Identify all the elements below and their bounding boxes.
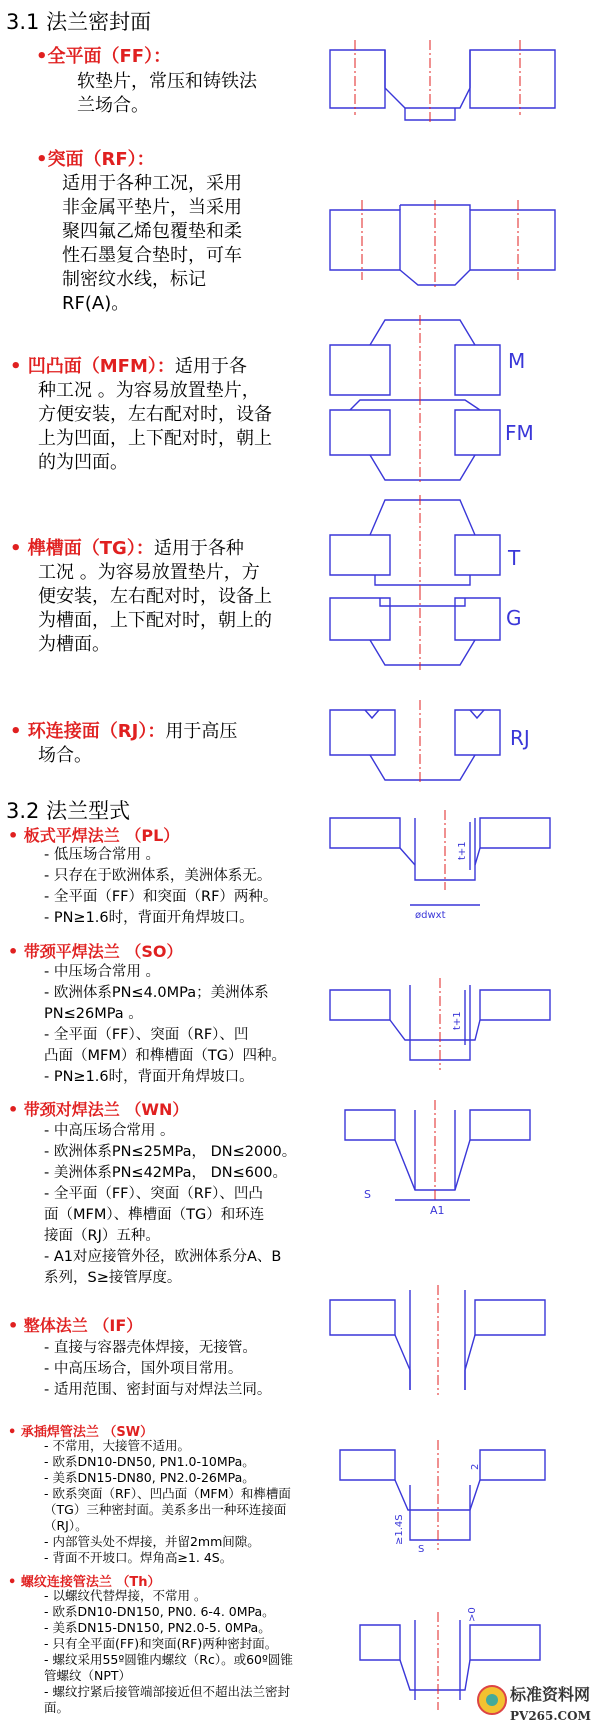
so-dim-t: t+1 [452, 1011, 463, 1030]
rj-flange-drawing [330, 700, 530, 785]
list-item: - 欧系突面（RF）、凹凸面（MFM）和榫槽面 [44, 1486, 291, 1501]
text-line: 种工况 。为容易放置垫片， [38, 380, 260, 401]
text-line: 制密纹水线，标记 [62, 269, 206, 290]
list-item: - 中高压场合，国外项目常用。 [44, 1361, 243, 1377]
list-item: （TG）三种密封面。美系多出一种环连接面 [44, 1502, 287, 1517]
list-item: - 美系DN15-DN80, PN2.0-26MPa。 [44, 1470, 255, 1485]
text-line: 的为凹面。 [38, 452, 128, 473]
list-item: 凸面（MFM）和榫槽面（TG）四种。 [44, 1048, 286, 1064]
pl-title: • 板式平焊法兰 （PL） [8, 826, 180, 845]
list-item: - 欧洲体系PN≤25MPa， DN≤2000。 [44, 1144, 297, 1160]
sw-title: • 承插焊管法兰 （SW） [8, 1425, 154, 1440]
text-line: RF(A)。 [62, 293, 130, 314]
list-item: - 低压场合常用 。 [44, 847, 160, 863]
section-title-3-1: 3.1 法兰密封面 [6, 10, 152, 34]
text-line: 非金属平垫片，当采用 [62, 197, 242, 218]
ff-flange-drawing [330, 40, 555, 125]
text-line: 场合。 [38, 745, 92, 766]
sw-dim-145: ≥1.4S [394, 1514, 405, 1545]
text-line: 上为凹面，上下配对时，朝上 [38, 428, 272, 449]
list-item: - 欧洲体系PN≤4.0MPa；美洲体系 [44, 985, 269, 1001]
text-line: 为槽面。 [38, 634, 110, 655]
if-title: • 整体法兰 （IF） [8, 1316, 143, 1335]
text-line: 聚四氟乙烯包覆垫和柔 [62, 221, 242, 242]
sw-dim-2: 2 [470, 1463, 481, 1470]
tg-t-flange-drawing [330, 495, 521, 590]
list-item: - 只存在于欧洲体系，美洲体系无。 [44, 868, 272, 884]
list-item: - 以螺纹代替焊接，不常用 。 [44, 1588, 207, 1603]
text-line: 为槽面，上下配对时，朝上的 [38, 610, 272, 631]
list-item: - PN≥1.6时，背面开角焊坡口。 [44, 1069, 254, 1085]
list-item: - 只有全平面(FF)和突面(RF)两种密封面。 [44, 1636, 278, 1651]
pl-dim-d: ødwxt [415, 910, 446, 921]
text-line: 适用于各种 [153, 538, 244, 559]
list-item: PN≤26MPa 。 [44, 1006, 143, 1022]
text-line: 兰场合。 [77, 95, 149, 116]
rj-label: RJ [510, 726, 530, 750]
text-line: 便安装，左右配对时，设备上 [38, 586, 272, 607]
tg-title: • 榫槽面（TG）： [10, 538, 154, 559]
th-dim-0: >0 [467, 1607, 478, 1622]
mfm-m-flange-drawing [330, 315, 525, 400]
text-line: 适用于各 [174, 356, 247, 377]
list-item: - 不常用，大接管不适用。 [44, 1438, 190, 1453]
watermark-text: 标准资料网 [510, 1685, 591, 1704]
list-item: - A1对应接管外径，欧洲体系分A、B [44, 1249, 282, 1265]
sw-dim-s: S [418, 1544, 425, 1555]
list-item: - 全平面（FF）和突面（RF）两种。 [44, 889, 278, 905]
so-title: • 带颈平焊法兰 （SO） [8, 942, 183, 961]
list-item: 管螺纹（NPT） [44, 1668, 132, 1683]
list-item: （RJ）。 [44, 1518, 88, 1533]
list-item: 系列，S≥接管厚度。 [44, 1270, 182, 1286]
if-flange-drawing [330, 1285, 545, 1395]
wn-dim-s: S [364, 1188, 371, 1201]
list-item: 面（MFM）、榫槽面（TG）和环连 [44, 1207, 265, 1223]
watermark-logo-center-icon [486, 1694, 498, 1706]
pl-flange-drawing [330, 810, 550, 921]
text-line: 性石墨复合垫时，可车 [62, 245, 242, 266]
list-item: - 中高压场合常用 。 [44, 1123, 175, 1139]
text-line: 方便安装，左右配对时，设备 [38, 404, 272, 425]
list-item: - 适用范围、密封面与对焊法兰同。 [44, 1382, 272, 1398]
mfm-label-fm: FM [505, 421, 534, 445]
tg-label-t: T [508, 546, 521, 570]
rf-title: •突面（RF）： [36, 149, 155, 170]
list-item: - 螺纹拧紧后接管端部接近但不超出法兰密封 [44, 1684, 290, 1699]
th-title: • 螺纹连接管法兰 （Th） [8, 1575, 161, 1590]
wn-dim-a1: A1 [430, 1204, 445, 1217]
text-line: 工况 。为容易放置垫片，方 [38, 562, 260, 583]
text-line: 软垫片，常压和铸铁法 [77, 71, 257, 92]
so-flange-drawing [330, 978, 550, 1070]
watermark [478, 1685, 591, 1723]
rj-title: • 环连接面（RJ）： [10, 721, 166, 742]
pl-dim-t: t+1 [457, 841, 468, 860]
mfm-fm-flange-drawing [330, 395, 534, 485]
text-line: 适用于各种工况，采用 [62, 173, 242, 194]
rf-flange-drawing [330, 200, 555, 290]
list-item: - 美系DN15-DN150, PN2.0-5. 0MPa。 [44, 1620, 271, 1635]
list-item: - 全平面（FF）、突面（RF）、凹凸 [44, 1186, 263, 1202]
section-title-3-2: 3.2 法兰型式 [6, 799, 131, 823]
ff-title: •全平面（FF）： [36, 46, 172, 67]
list-item: - PN≥1.6时，背面开角焊坡口。 [44, 910, 254, 926]
list-item: 接面（RJ）五种。 [44, 1228, 160, 1244]
watermark-url: PV265.COM [510, 1709, 591, 1723]
text-line: 用于高压 [165, 721, 238, 742]
tg-g-flange-drawing [330, 590, 522, 670]
wn-flange-drawing [345, 1100, 530, 1217]
mfm-label-m: M [508, 349, 526, 373]
list-item: - 直接与容器壳体焊接，无接管。 [44, 1340, 257, 1356]
wn-title: • 带颈对焊法兰 （WN） [8, 1100, 189, 1119]
list-item: 面。 [44, 1700, 70, 1715]
list-item: - 螺纹采用55º圆锥内螺纹（Rc）。或60º圆锥 [44, 1652, 293, 1667]
list-item: - 美洲体系PN≤42MPa， DN≤600。 [44, 1165, 287, 1181]
list-item: - 中压场合常用 。 [44, 964, 160, 980]
list-item: - 内部管头处不焊接，并留2mm间隙。 [44, 1534, 260, 1549]
sw-flange-drawing [340, 1440, 545, 1555]
mfm-title: • 凹凸面（MFM）： [10, 356, 175, 377]
list-item: - 欧系DN10-DN150, PN0. 6-4. 0MPa。 [44, 1604, 275, 1619]
list-item: - 背面不开坡口。焊角高≥1. 4S。 [44, 1550, 233, 1565]
list-item: - 欧系DN10-DN50, PN1.0-10MPa。 [44, 1454, 255, 1469]
list-item: - 全平面（FF）、突面（RF）、凹 [44, 1027, 249, 1043]
tg-label-g: G [506, 606, 522, 630]
